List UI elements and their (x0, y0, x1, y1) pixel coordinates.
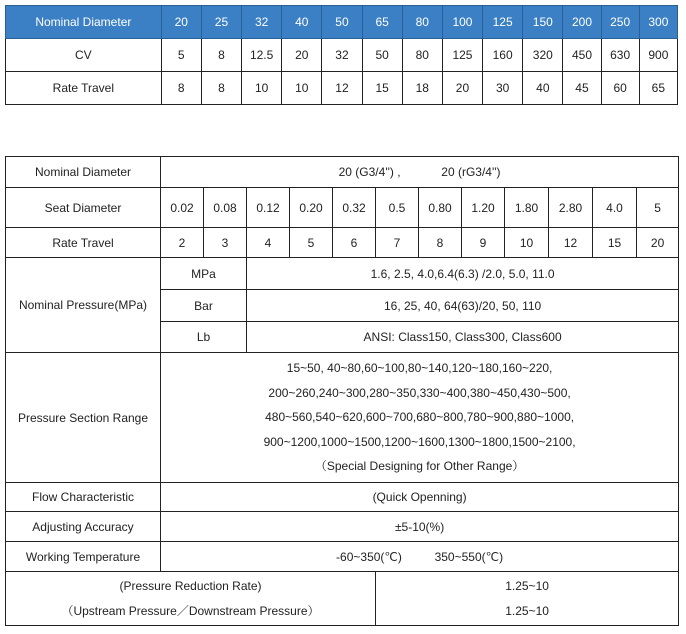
cell: 3 (204, 228, 247, 258)
range-line: （Special Designing for Other Range） (314, 459, 525, 474)
reduction-label-2: （Upstream Pressure／Downstream Pressure） (61, 603, 320, 618)
cell: 32 (322, 39, 362, 72)
cell: 9 (462, 228, 505, 258)
cell: 10 (505, 228, 549, 258)
cell: 0.02 (161, 188, 204, 228)
table-row (6, 353, 679, 483)
cell: ±5-10(%) (161, 512, 679, 542)
header-cell: 300 (639, 6, 677, 39)
cell: 18 (402, 72, 442, 105)
row-label: CV (6, 39, 162, 72)
cell: 5 (161, 39, 201, 72)
nominal-diameter-b: 20 (rG3/4'') (441, 165, 501, 179)
cell: 0.5 (376, 188, 419, 228)
row-label: Nominal Pressure(MPa) (6, 258, 161, 353)
header-cell: 25 (201, 6, 241, 39)
cell: 12 (322, 72, 362, 105)
cell: 30 (483, 72, 523, 105)
cell: 0.32 (333, 188, 376, 228)
cell: 8 (201, 72, 241, 105)
cell: 15 (362, 72, 402, 105)
header-cell: 40 (282, 6, 322, 39)
specs-table-details (5, 156, 679, 626)
cell: (Quick Openning) (161, 483, 679, 512)
table-row (6, 228, 679, 258)
cell: 5 (637, 188, 679, 228)
header-cell: 100 (442, 6, 482, 39)
cell: 8 (161, 72, 201, 105)
cell: 20 (637, 228, 679, 258)
cell: 630 (601, 39, 639, 72)
cell: 1.6, 2.5, 4.0,6.4(6.3) /2.0, 5.0, 11.0 (247, 258, 679, 290)
cell: 0.80 (419, 188, 462, 228)
cell: 20 (442, 72, 482, 105)
reduction-value-1: 1.25~10 (505, 578, 549, 593)
cell: 7 (376, 228, 419, 258)
cell: 60 (601, 72, 639, 105)
cell: 80 (402, 39, 442, 72)
cell: 2 (161, 228, 204, 258)
cell: 10 (282, 72, 322, 105)
row-label: Adjusting Accuracy (6, 512, 161, 542)
cell: 0.08 (204, 188, 247, 228)
cell: 6 (333, 228, 376, 258)
cell: 4 (247, 228, 290, 258)
range-line: 900~1200,1000~1500,1200~1600,1300~1800,1500~2100, (263, 434, 576, 449)
cell: 160 (483, 39, 523, 72)
reduction-rate-label (6, 572, 376, 626)
table-row (6, 188, 679, 228)
header-cell: 125 (483, 6, 523, 39)
cell: 65 (639, 72, 677, 105)
reduction-rate-value (376, 572, 679, 626)
reduction-value-2: 1.25~10 (505, 603, 549, 618)
nominal-diameter-a: 20 (G3/4'') , (338, 165, 401, 179)
header-cell: 150 (523, 6, 563, 39)
range-line: 15~50, 40~80,60~100,80~140,120~180,160~220, (286, 361, 553, 376)
cell: 2.80 (549, 188, 593, 228)
specs-table-cv (5, 5, 678, 105)
table-row (6, 483, 679, 512)
temperature-b: 350~550(℃) (434, 549, 504, 564)
header-cell: 200 (563, 6, 601, 39)
table-header-row (6, 6, 678, 39)
cell: 40 (523, 72, 563, 105)
header-cell: 50 (322, 6, 362, 39)
cell: 4.0 (593, 188, 637, 228)
row-label: Seat Diameter (6, 188, 161, 228)
row-label: Nominal Diameter (6, 157, 161, 188)
cell: 450 (563, 39, 601, 72)
cell: 50 (362, 39, 402, 72)
table-row (6, 572, 679, 626)
range-line: 480~560,540~620,600~700,680~800,780~900,880~1000, (265, 410, 575, 425)
row-label: Pressure Section Range (6, 353, 161, 483)
cell: 125 (442, 39, 482, 72)
table-row (6, 512, 679, 542)
cell: 8 (201, 39, 241, 72)
cell: 900 (639, 39, 677, 72)
temperature-a: -60~350(℃) (336, 549, 402, 564)
cell: 1.20 (462, 188, 505, 228)
cell: 0.20 (290, 188, 333, 228)
range-line: 200~260,240~300,280~350,330~400,380~450,430~500, (268, 385, 571, 400)
table-row (6, 258, 679, 290)
cell: 10 (242, 72, 282, 105)
cell: 5 (290, 228, 333, 258)
cell: 20 (282, 39, 322, 72)
header-label: Nominal Diameter (6, 6, 162, 39)
cell: 45 (563, 72, 601, 105)
header-cell: 32 (242, 6, 282, 39)
row-label: Rate Travel (6, 72, 162, 105)
pressure-range-cell (161, 353, 679, 483)
unit-cell: Lb (161, 322, 247, 353)
nominal-diameter-value (161, 157, 679, 188)
row-label: Flow Characteristic (6, 483, 161, 512)
working-temperature-value (161, 542, 679, 572)
header-cell: 20 (161, 6, 201, 39)
table-row (6, 39, 678, 72)
table-row (6, 157, 679, 188)
unit-cell: Bar (161, 290, 247, 322)
cell: ANSI: Class150, Class300, Class600 (247, 322, 679, 353)
cell: 1.80 (505, 188, 549, 228)
cell: 12.5 (242, 39, 282, 72)
reduction-label-1: (Pressure Reduction Rate) (119, 578, 262, 593)
cell: 0.12 (247, 188, 290, 228)
cell: 15 (593, 228, 637, 258)
cell: 16, 25, 40, 64(63)/20, 50, 110 (247, 290, 679, 322)
header-cell: 80 (402, 6, 442, 39)
row-label: Working Temperature (6, 542, 161, 572)
header-cell: 65 (362, 6, 402, 39)
table-row (6, 72, 678, 105)
cell: 8 (419, 228, 462, 258)
cell: 12 (549, 228, 593, 258)
row-label: Rate Travel (6, 228, 161, 258)
cell: 320 (523, 39, 563, 72)
unit-cell: MPa (161, 258, 247, 290)
table-row (6, 542, 679, 572)
header-cell: 250 (601, 6, 639, 39)
